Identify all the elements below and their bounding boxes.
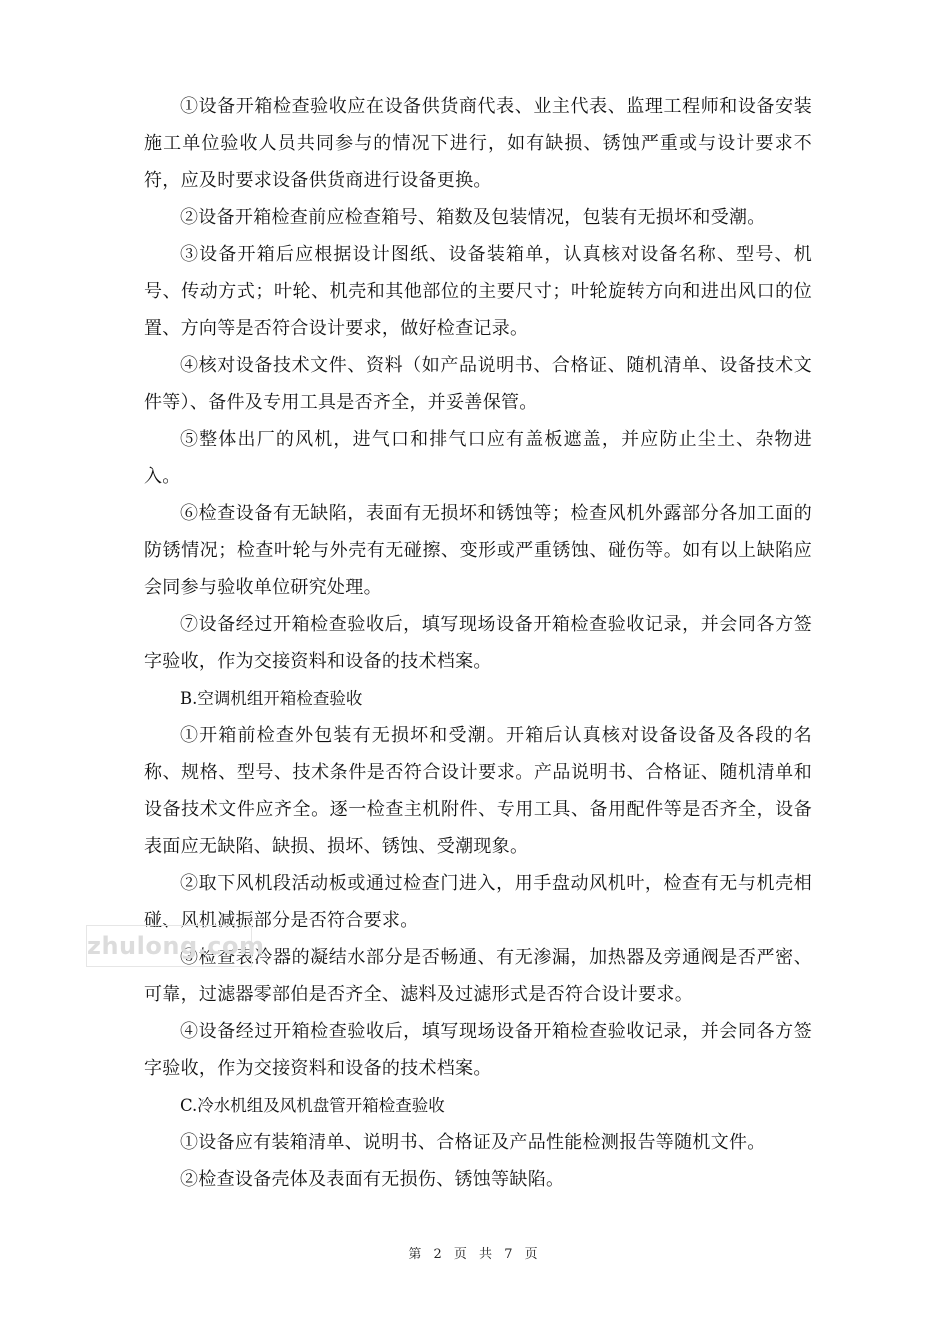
paragraph-c2: ②检查设备壳体及表面有无损伤、锈蚀等缺陷。 (180, 1169, 565, 1190)
page-footer: 第 2 页 共 7 页 (408, 1247, 542, 1262)
paragraph-6: ⑥检查设备有无缺陷，表面有无损坏和锈蚀等；检查风机外露部分各加工面的防锈情况；检查叶轮与外壳有无碰擦、变形或严重锈蚀、碰伤等。如有以上缺陷应会同参与验收单位研究处理。 (144, 503, 812, 598)
paragraph-4: ④核对设备技术文件、资料（如产品说明书、合格证、随机清单、设备技术文件等）、备件及专用工具是否齐全，并妥善保管。 (144, 355, 812, 413)
paragraph-7: ⑦设备经过开箱检查验收后，填写现场设备开箱检查验收记录，并会同各方签字验收，作为交接资料和设备的技术档案。 (144, 614, 812, 672)
paragraph-b3: ③检查表冷器的凝结水部分是否畅通、有无渗漏，加热器及旁通阀是否严密、可靠，过滤器零部伯是否齐全、滤料及过滤形式是否符合设计要求。 (144, 947, 812, 1005)
section-heading-c: C.冷水机组及风机盘管开箱检查验收 (180, 1096, 445, 1115)
watermark-logo: zhulong.com (86, 925, 252, 967)
paragraph-c1: ①设备应有装箱清单、说明书、合格证及产品性能检测报告等随机文件。 (180, 1132, 766, 1153)
paragraph-1: ①设备开箱检查验收应在设备供货商代表、业主代表、监理工程师和设备安装施工单位验收人员共同参与的情况下进行，如有缺损、锈蚀严重或与设计要求不符，应及时要求设备供货商进行设备更换。 (144, 96, 812, 191)
document-body (144, 88, 812, 1198)
paragraph-5: ⑤整体出厂的风机，进气口和排气口应有盖板遮盖，并应防止尘土、杂物进入。 (144, 429, 812, 487)
paragraph-2: ②设备开箱检查前应检查箱号、箱数及包装情况，包装有无损坏和受潮。 (180, 207, 766, 228)
paragraph-b4: ④设备经过开箱检查验收后，填写现场设备开箱检查验收记录，并会同各方签字验收，作为交接资料和设备的技术档案。 (144, 1021, 812, 1079)
paragraph-b1: ①开箱前检查外包装有无损坏和受潮。开箱后认真核对设备设备及各段的名称、规格、型号、技术条件是否符合设计要求。产品说明书、合格证、随机清单和设备技术文件应齐全。逐一检查主机附件、专用工具、备用配件等是否齐全，设备表面应无缺陷、缺损、损坏、锈蚀、受潮现象。 (144, 725, 812, 857)
paragraph-b2: ②取下风机段活动板或通过检查门进入，用手盘动风机叶，检查有无与机壳相碰、风机减振部分是否符合要求。 (144, 873, 812, 931)
paragraph-3: ③设备开箱后应根据设计图纸、设备装箱单，认真核对设备名称、型号、机号、传动方式；叶轮、机壳和其他部位的主要尺寸；叶轮旋转方向和进出风口的位置、方向等是否符合设计要求，做好检查记录。 (144, 244, 812, 339)
section-heading-b: B.空调机组开箱检查验收 (180, 689, 363, 708)
